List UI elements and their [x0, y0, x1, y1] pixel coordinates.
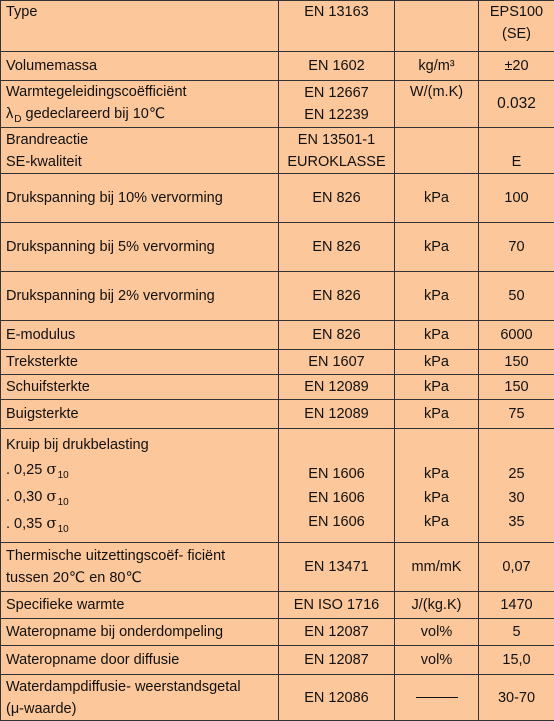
property-cell: Warmtegeleidingscoëfficiënt $\lambda_D$ gedeclareerd bij 10℃ — [1, 81, 279, 128]
table-row-thermisch — [1, 543, 554, 592]
property-cell: Specifieke warmte — [1, 592, 279, 619]
property-cell: E-modulus — [1, 321, 279, 350]
unit-cell: kPa — [395, 350, 479, 375]
value-cell: 150 — [479, 375, 554, 400]
unit-cell — [395, 128, 479, 174]
table-row-schuifsterkte — [1, 375, 554, 400]
property-cell: Thermische uitzettingscoëf- ficiënt tussen 20℃ en 80℃ — [1, 543, 279, 592]
value-cell: 5 — [479, 619, 554, 646]
table-row-druk5 — [1, 223, 554, 272]
standard-cell: EN 12087 — [279, 619, 395, 646]
unit-cell: kPa kPa kPa — [395, 429, 479, 543]
table-row-treksterkte — [1, 350, 554, 375]
unit-cell: kPa — [395, 272, 479, 321]
value-cell — [479, 1, 554, 52]
value-cell: 70 — [479, 223, 554, 272]
unit-cell: kPa — [395, 400, 479, 429]
standard-cell: EN 826 — [279, 174, 395, 223]
table-row-onderdompeling — [1, 619, 554, 646]
value-cell: 15,0 — [479, 646, 554, 675]
sigma-symbol: σ — [46, 460, 56, 478]
value-cell: 75 — [479, 400, 554, 429]
unit-cell: W/(m.K) — [395, 81, 479, 128]
property-cell: Brandreactie SE-kwaliteit — [1, 128, 279, 174]
unit-cell: kPa — [395, 174, 479, 223]
standard-cell: EN 13163 — [279, 1, 395, 52]
kruip-item-030: . 0,30 $\sigma_{10}$ — [6, 484, 273, 511]
value-cell: 6000 — [479, 321, 554, 350]
unit-cell: vol% — [395, 619, 479, 646]
table-row-kruip — [1, 429, 554, 543]
table-row-druk10 — [1, 174, 554, 223]
table-row-emodulus — [1, 321, 554, 350]
value-cell: 30-70 — [479, 675, 554, 721]
value-cell: ±20 — [479, 52, 554, 81]
property-cell: Waterdampdiffusie- weerstandsgetal (μ-waarde) — [1, 675, 279, 721]
value-cell: 100 — [479, 174, 554, 223]
standard-cell: EN 12089 — [279, 375, 395, 400]
unit-cell: J/(kg.K) — [395, 592, 479, 619]
type-value-line1: EPS100 — [484, 1, 549, 23]
type-value-line2: (SE) — [484, 23, 549, 45]
unit-cell: mm/mK — [395, 543, 479, 592]
standard-cell: EN 826 — [279, 223, 395, 272]
standard-cell: EN 826 — [279, 272, 395, 321]
table-row-dampdiffusie — [1, 675, 554, 721]
standard-cell: EN 826 — [279, 321, 395, 350]
table-row-warmtegeleiding — [1, 81, 554, 128]
value-cell: E — [479, 128, 554, 174]
table-row-druk2 — [1, 272, 554, 321]
value-cell: 0,07 — [479, 543, 554, 592]
standard-cell: EN 13501-1 EUROKLASSE — [279, 128, 395, 174]
dash-symbol — [416, 697, 458, 698]
property-cell: Wateropname bij onderdompeling — [1, 619, 279, 646]
property-cell: Treksterkte — [1, 350, 279, 375]
standard-cell: EN ISO 1716 — [279, 592, 395, 619]
table-row-type — [1, 1, 554, 52]
property-cell: Drukspanning bij 5% vervorming — [1, 223, 279, 272]
property-cell: Drukspanning bij 10% vervorming — [1, 174, 279, 223]
table-row-diffusie — [1, 646, 554, 675]
unit-cell: kPa — [395, 375, 479, 400]
property-cell: Type — [1, 1, 279, 52]
lambda-symbol: λ — [6, 106, 13, 122]
table-row-buigsterkte — [1, 400, 554, 429]
kruip-item-025: . 0,25 $\sigma_{10}$ — [6, 457, 273, 484]
standard-cell: EN 1606 EN 1606 EN 1606 — [279, 429, 395, 543]
property-cell: Drukspanning bij 2% vervorming — [1, 272, 279, 321]
unit-cell — [395, 675, 479, 721]
property-cell: Schuifsterkte — [1, 375, 279, 400]
standard-cell: EN 1607 — [279, 350, 395, 375]
property-cell: Buigsterkte — [1, 400, 279, 429]
value-cell: 0.032 — [479, 81, 554, 128]
property-cell: Kruip bij drukbelasting . 0,25 $\sigma_{10}$ . 0,30 $\sigma_{10}$ . 0,35 $\sigma_{10}$ — [1, 429, 279, 543]
table-row-volumemassa — [1, 52, 554, 81]
table-row-brandreactie — [1, 128, 554, 174]
property-cell: Wateropname door diffusie — [1, 646, 279, 675]
standard-cell: EN 12089 — [279, 400, 395, 429]
standard-cell: EN 13471 — [279, 543, 395, 592]
unit-cell: kPa — [395, 223, 479, 272]
value-cell: 50 — [479, 272, 554, 321]
value-cell: 150 — [479, 350, 554, 375]
unit-cell: vol% — [395, 646, 479, 675]
unit-cell — [395, 1, 479, 52]
standard-cell: EN 12667 EN 12239 — [279, 81, 395, 128]
sigma-symbol: σ — [46, 514, 56, 532]
property-cell: Volumemassa — [1, 52, 279, 81]
sigma-symbol: σ — [46, 487, 56, 505]
unit-cell: kPa — [395, 321, 479, 350]
value-cell: 1470 — [479, 592, 554, 619]
standard-cell: EN 1602 — [279, 52, 395, 81]
value-cell: 25 30 35 — [479, 429, 554, 543]
kruip-item-035: . 0,35 $\sigma_{10}$ — [6, 511, 273, 538]
standard-cell: EN 12087 — [279, 646, 395, 675]
standard-cell: EN 12086 — [279, 675, 395, 721]
unit-cell: kg/m³ — [395, 52, 479, 81]
table-row-warmte — [1, 592, 554, 619]
